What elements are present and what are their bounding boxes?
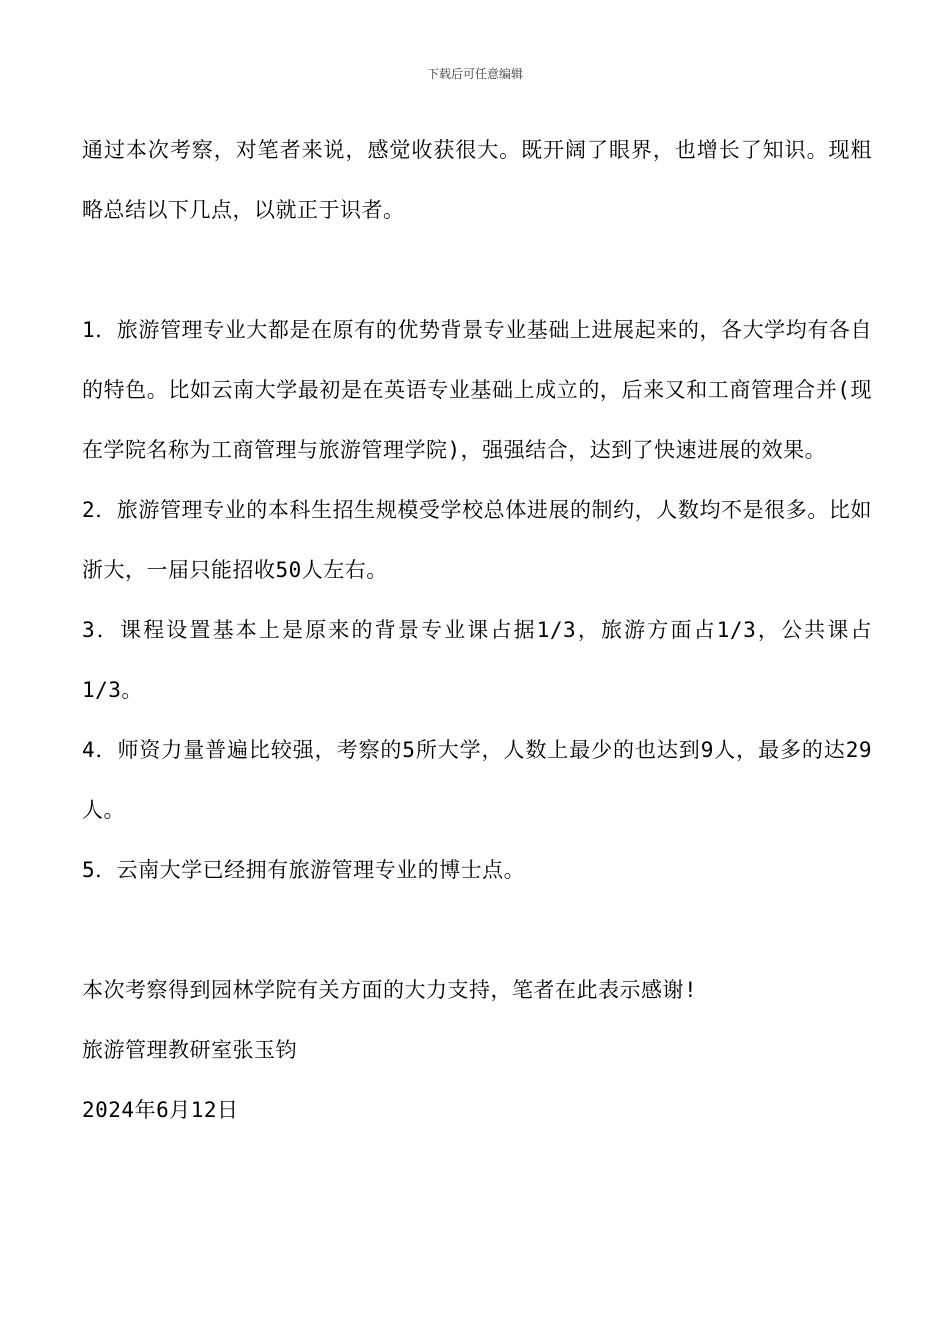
point-1: 1．旅游管理专业大都是在原有的优势背景专业基础上进展起来的，各大学均有各自的特色。比如云南大学最初是在英语专业基础上成立的，后来又和工商管理合并(现在学院名称为工商管理与旅游管理学院)，强强结合，达到了快速进展的效果。 (82, 318, 872, 462)
document-body (82, 120, 872, 1140)
point-2: 2．旅游管理专业的本科生招生规模受学校总体进展的制约，人数均不是很多。比如浙大，一届只能招收50人左右。 (82, 498, 872, 582)
point-4: 4．师资力量普遍比较强，考察的5所大学，人数上最少的也达到9人，最多的达29人。 (82, 738, 872, 822)
date-line: 2024年6月12日 (82, 1098, 239, 1122)
intro-paragraph: 通过本次考察，对笔者来说，感觉收获很大。既开阔了眼界，也增长了知识。现粗略总结以下几点，以就正于识者。 (82, 138, 872, 222)
paragraph-spacer (82, 900, 872, 960)
point-3: 3．课程设置基本上是原来的背景专业课占据1/3，旅游方面占1/3，公共课占1/3。 (82, 618, 872, 702)
thanks-line: 本次考察得到园林学院有关方面的大力支持，笔者在此表示感谢! (82, 978, 698, 1002)
point-5: 5．云南大学已经拥有旅游管理专业的博士点。 (82, 858, 526, 882)
paragraph-spacer (82, 240, 872, 300)
page-header-note: 下载后可任意编辑 (426, 67, 523, 81)
signature-line: 旅游管理教研室张玉钧 (82, 1038, 297, 1062)
